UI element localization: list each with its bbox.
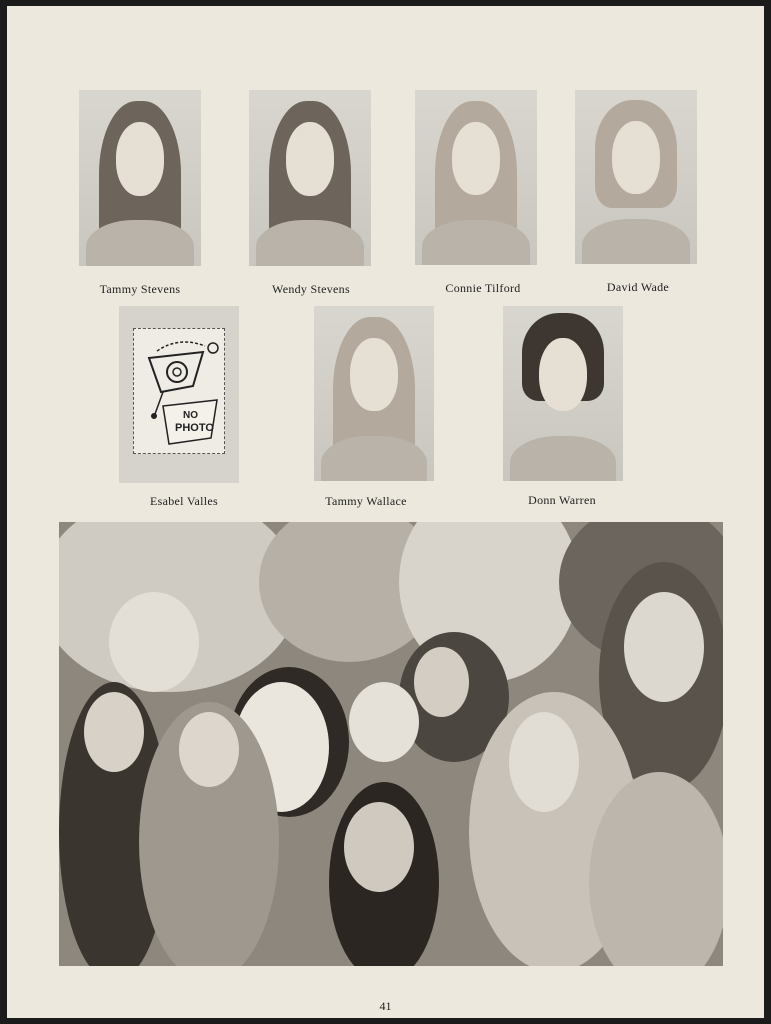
no-photo-placeholder [119,306,239,483]
candid-photo-collage [59,522,723,966]
portrait-caption: Connie Tilford [445,281,521,295]
portrait-caption: Donn Warren [528,493,596,507]
portrait-caption: Tammy Stevens [99,282,181,296]
portrait-photo-david-wade [575,90,697,264]
portrait-caption: Tammy Wallace [325,494,407,508]
portrait-photo-wendy-stevens [249,90,371,266]
page-number: 41 [379,999,392,1013]
no-photo-label-photo: PHOTO [175,422,214,434]
portrait-photo-donn-warren [503,306,623,481]
yearbook-page [7,6,764,1018]
camera-icon [119,306,239,483]
portrait-photo-tammy-wallace [314,306,434,481]
no-photo-label-no: NO [183,410,198,421]
portrait-caption: Wendy Stevens [272,282,350,296]
portrait-caption: David Wade [606,280,670,294]
portrait-caption: Esabel Valles [150,494,218,508]
portrait-photo-tammy-stevens [79,90,201,266]
portrait-photo-connie-tilford [415,90,537,265]
